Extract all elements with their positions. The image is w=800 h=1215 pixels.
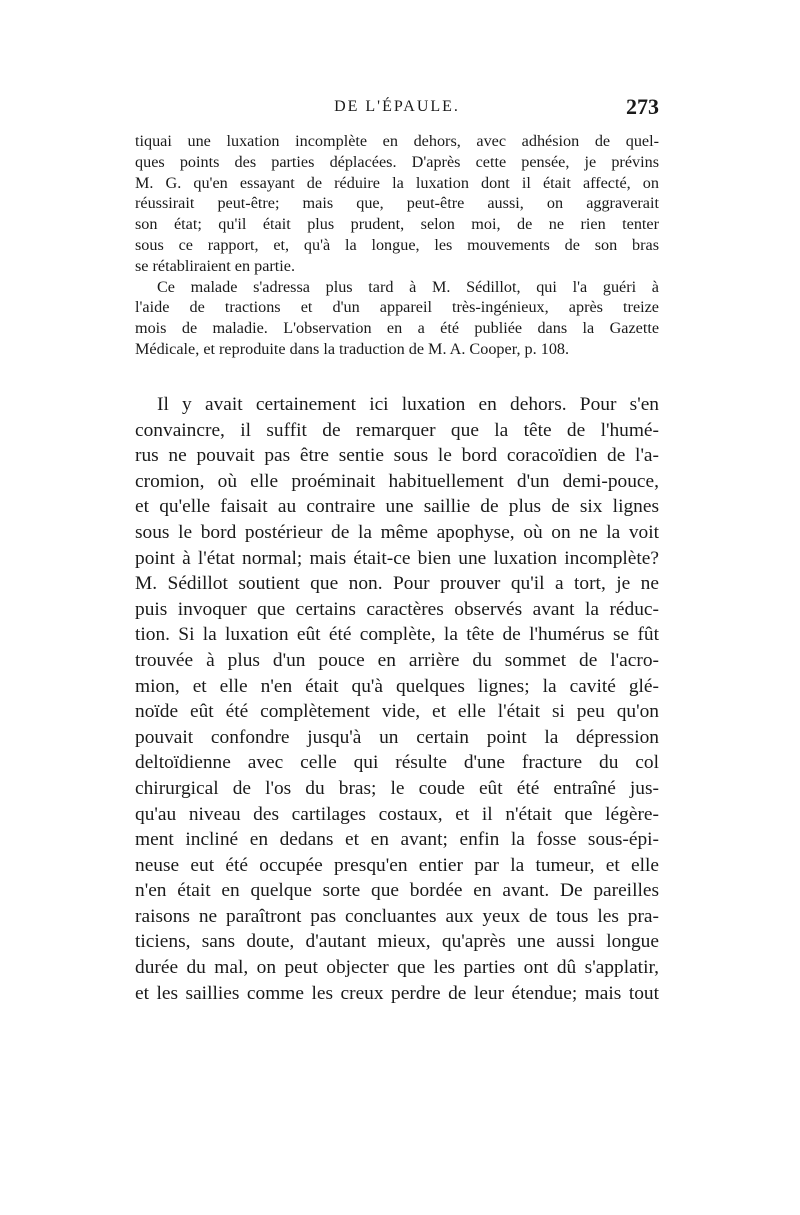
text-line: ques points des parties déplacées. D'après cette pensée, je prévins	[135, 152, 659, 171]
text-line: tiquai une luxation incomplète en dehors, avec adhésion de quel-	[135, 132, 659, 150]
text-line: raisons ne paraîtront pas concluantes aux yeux de tous les pra-	[135, 905, 659, 927]
text-line: neuse eut été occupée presqu'en entier par la tumeur, et elle	[135, 854, 659, 876]
text-line: M. G. qu'en essayant de réduire la luxation dont il était affecté, on	[135, 173, 659, 192]
text-line: Médicale, et reproduite dans la traduction de M. A. Cooper, p. 108.	[135, 339, 570, 358]
text-line: noïde eût été complètement vide, et elle l'était si peu qu'on	[135, 701, 659, 723]
text-line: rus ne pouvait pas être sentie sous le bord coracoïdien de l'a-	[135, 445, 659, 467]
text-line: sous ce rapport, et, qu'à la longue, les mouvements de son bras	[135, 235, 659, 254]
text-line: mion, et elle n'en était qu'à quelques lignes; la cavité glé-	[135, 675, 659, 697]
text-line: réussirait peut-être; mais que, peut-être aussi, on aggraverait	[135, 194, 659, 213]
text-line: se rétabliraient en partie.	[135, 256, 295, 275]
text-line: n'en était en quelque sorte que bordée en avant. De pareilles	[135, 880, 659, 902]
text-line: convaincre, il suffit de remarquer que la tête de l'humé-	[135, 419, 659, 441]
text-line: Il y avait certainement ici luxation en dehors. Pour s'en	[157, 394, 659, 415]
text-line: son état; qu'il était plus prudent, selon moi, de ne rien tenter	[135, 215, 659, 234]
text-line: Ce malade s'adressa plus tard à M. Sédillot, qui l'a guéri à	[157, 277, 659, 296]
running-title: DE L'ÉPAULE.	[334, 98, 460, 115]
text-line: cromion, où elle proéminait habituellement d'un demi-pouce,	[135, 470, 659, 492]
text-line: sous le bord postérieur de la même apophyse, où on ne la voit	[135, 521, 659, 543]
text-line: deltoïdienne avec celle qui résulte d'une fracture du col	[135, 752, 659, 774]
text-line: mois de maladie. L'observation en a été publiée dans la Gazette	[135, 319, 659, 338]
text-line: chirurgical de l'os du bras; le coude eût été entraîné jus-	[135, 777, 659, 799]
text-line: et les saillies comme les creux perdre de leur étendue; mais tout	[135, 982, 659, 1004]
text-line: l'aide de tractions et d'un appareil très-ingénieux, après treize	[135, 298, 659, 317]
text-line: et qu'elle faisait au contraire une saillie de plus de six lignes	[135, 496, 659, 518]
text-line: ticiens, sans doute, d'autant mieux, qu'après une aussi longue	[135, 931, 659, 953]
text-line: tion. Si la luxation eût été complète, la tête de l'humérus se fût	[135, 624, 659, 646]
text-line: qu'au niveau des cartilages costaux, et il n'était que légère-	[135, 803, 659, 825]
page-number: 273	[626, 94, 659, 119]
text-line: point à l'état normal; mais était-ce bien une luxation incomplète?	[135, 547, 659, 569]
text-line: trouvée à plus d'un pouce en arrière du sommet de l'acro-	[135, 649, 659, 671]
footnote-block	[135, 131, 659, 360]
text-line: ment incliné en dedans et en avant; enfin la fosse sous-épi-	[135, 829, 659, 851]
text-line: puis invoquer que certains caractères observés avant la réduc-	[135, 598, 659, 620]
text-line: M. Sédillot soutient que non. Pour prouver qu'il a tort, je ne	[135, 573, 659, 595]
page-header	[135, 96, 659, 124]
text-line: durée du mal, on peut objecter que les parties ont dû s'applatir,	[135, 957, 659, 979]
text-line: pouvait confondre jusqu'à un certain point la dépression	[135, 726, 659, 748]
main-text-block	[135, 392, 659, 1006]
